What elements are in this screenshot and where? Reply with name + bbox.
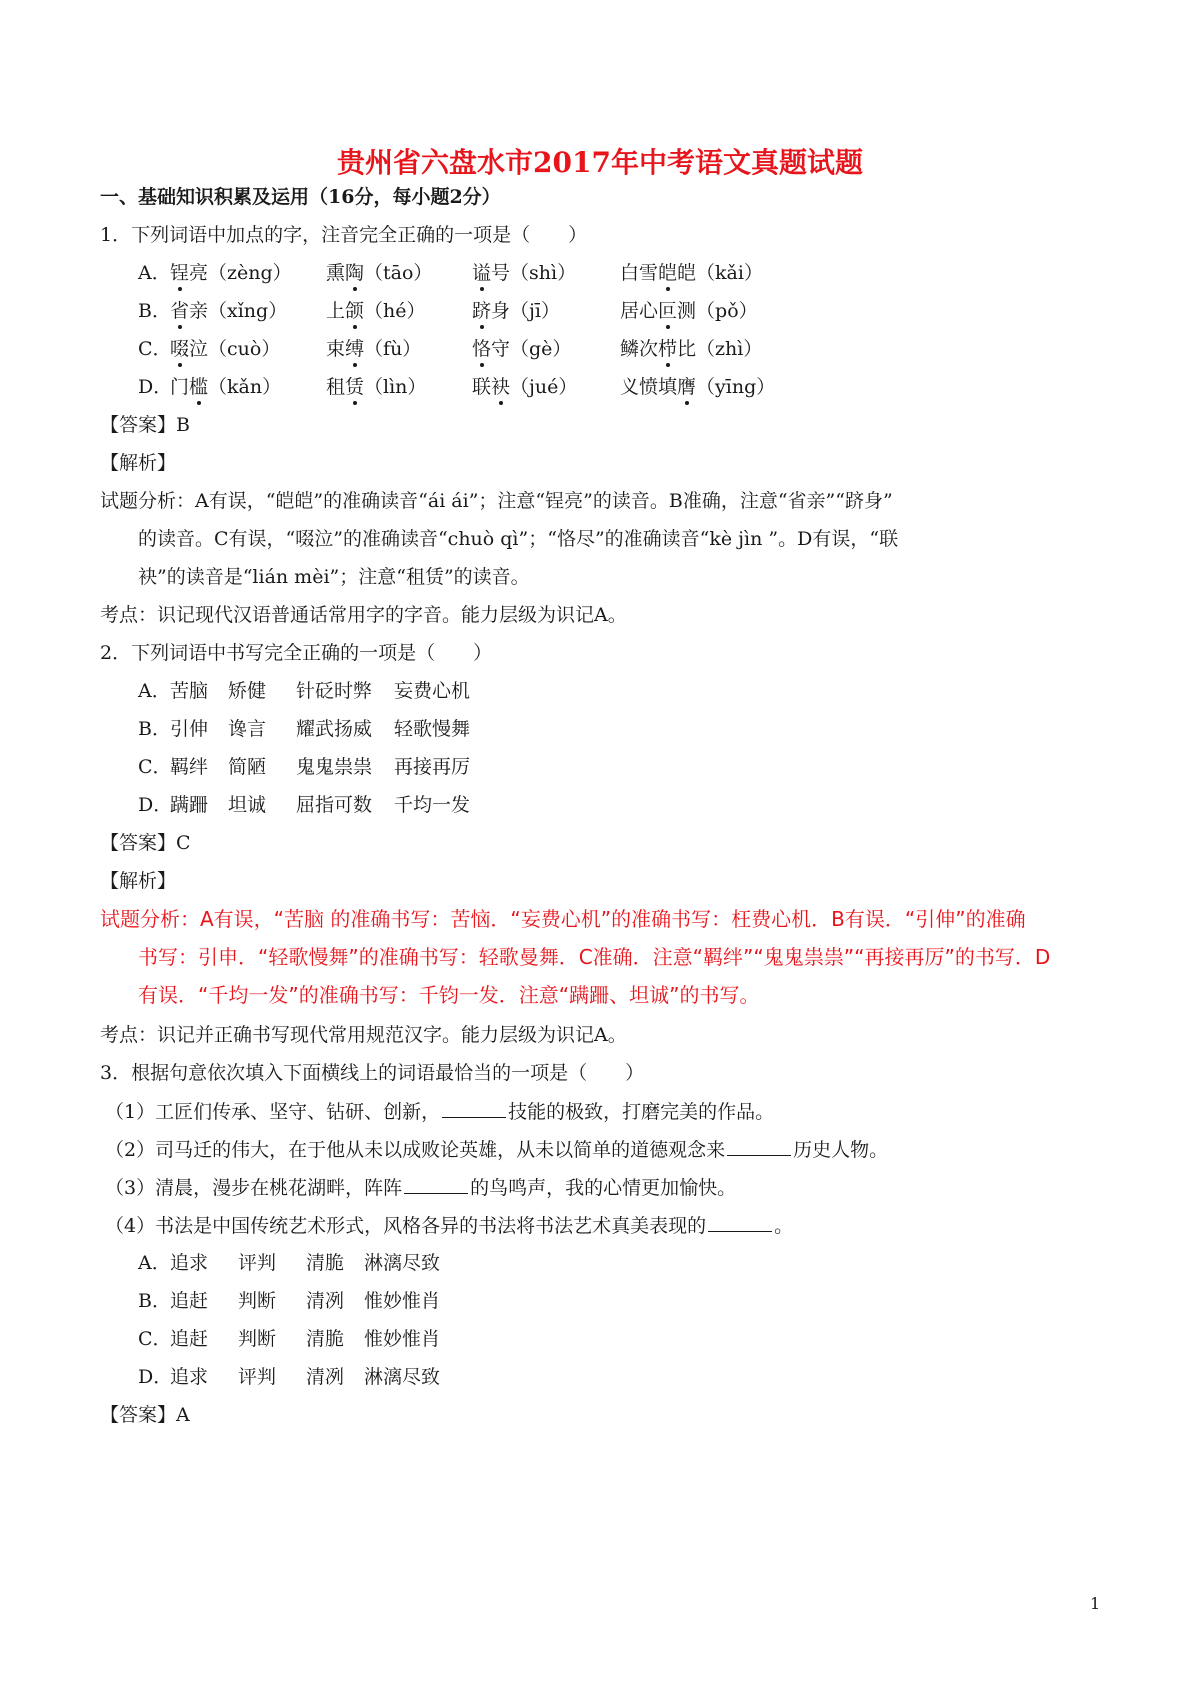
sentence-text-pre: （3）清晨，漫步在桃花湖畔，阵阵 <box>105 1177 403 1199</box>
option-item <box>472 299 560 323</box>
question-2-option-word: 坦诚 <box>228 794 267 816</box>
question-1-analysis-line: 试题分析：A有误，“皑皑”的准确读音“ái ái”；注意“锃亮”的读音。B准确，注意“省亲”“跻身” <box>100 490 893 512</box>
emphasis-dotted-char: 缚 <box>345 338 365 360</box>
question-2-option-word: 蹒跚 <box>170 794 209 816</box>
option-item <box>620 261 763 285</box>
sentence-text-post: 的鸟鸣声，我的心情更加愉快。 <box>470 1177 737 1199</box>
question-2-analysis-line: 试题分析：A有误，“苦脑 的准确书写：苦恼．“妄费心机”的准确书写：枉费心机．B有误．“引伸”的准确 <box>100 907 1026 931</box>
emphasis-dotted-char: 槛 <box>189 376 209 398</box>
emphasis-dotted-char: 锃 <box>170 262 190 284</box>
emphasis-dotted-char: 啜 <box>170 338 190 360</box>
item-text-post: 皑（kǎi） <box>677 262 763 284</box>
fill-in-blank <box>442 1099 506 1118</box>
item-text-post: 泣（cuò） <box>189 338 281 360</box>
item-text-post: 亲（xǐng） <box>189 300 288 322</box>
question-2-option-word: 引伸 <box>170 718 209 740</box>
page-title: 贵州省六盘水市2017年中考语文真题试题 <box>337 146 863 179</box>
emphasis-dotted-char: 跻 <box>472 300 492 322</box>
question-2-option-label: C． <box>138 756 172 778</box>
question-3-option-word: 清脆 <box>306 1328 345 1350</box>
item-text-post: 号（shì） <box>491 262 577 284</box>
fill-in-blank <box>727 1137 791 1156</box>
emphasis-dotted-char: 恪 <box>472 338 492 360</box>
question-3-option-word: 判断 <box>238 1290 277 1312</box>
item-text-pre: 门 <box>170 376 190 398</box>
emphasis-dotted-char: 省 <box>170 300 190 322</box>
option-label: D． <box>138 376 173 398</box>
option-item <box>170 337 280 361</box>
item-text-post: 比（zhì） <box>677 338 763 360</box>
question-3-option-word: 清脆 <box>306 1252 345 1274</box>
item-text-post: （lìn） <box>364 376 427 398</box>
sentence-text-post: 技能的极致，打磨完美的作品。 <box>508 1101 775 1123</box>
question-2-stem: 2．下列词语中书写完全正确的一项是（ ） <box>100 642 493 664</box>
question-3-sentence <box>105 1175 736 1200</box>
item-text-pre: 白雪 <box>620 262 659 284</box>
question-3-sentence <box>105 1213 793 1238</box>
question-2-option-label: A． <box>138 680 171 702</box>
question-2-kaodian: 考点：识记并正确书写现代常用规范汉字。能力层级为识记A。 <box>100 1024 627 1046</box>
emphasis-dotted-char: 赁 <box>345 376 365 398</box>
item-text-post: （kǎn） <box>208 376 282 398</box>
question-2-analysis-line: 书写：引申．“轻歌慢舞”的准确书写：轻歌曼舞．C准确．注意“羁绊”“鬼鬼祟祟”“再接再厉”的书写．D <box>138 945 1051 969</box>
option-item <box>620 337 762 361</box>
emphasis-dotted-char: 谥 <box>472 262 492 284</box>
question-3-option-word: 淋漓尽致 <box>364 1252 441 1274</box>
question-3-option-label: D． <box>138 1366 173 1388</box>
emphasis-dotted-char: 袂 <box>491 376 511 398</box>
question-2-analysis-line: 有误．“千均一发”的准确书写：千钧一发．注意“蹒跚、坦诚”的书写。 <box>138 983 760 1007</box>
question-2-option-word: 妄费心机 <box>394 680 471 702</box>
item-text-post: 守（gè） <box>491 338 572 360</box>
option-item <box>326 375 426 399</box>
question-2-option-word: 谗言 <box>228 718 267 740</box>
question-2-option-word: 针砭时弊 <box>296 680 373 702</box>
option-item <box>472 375 577 399</box>
question-3-option-word: 追求 <box>170 1366 209 1388</box>
question-3-option-word: 判断 <box>238 1328 277 1350</box>
question-3-option-label: C． <box>138 1328 172 1350</box>
item-text-post: （tāo） <box>364 262 433 284</box>
emphasis-dotted-char: 叵 <box>658 300 678 322</box>
option-label: A． <box>138 262 171 284</box>
emphasis-dotted-char: 膺 <box>677 376 697 398</box>
question-3-option-word: 评判 <box>238 1366 277 1388</box>
question-1-analysis-line: 袂”的读音是“lián mèi”；注意“租赁”的读音。 <box>138 566 530 588</box>
item-text-post: （jué） <box>510 376 578 398</box>
emphasis-dotted-char: 栉 <box>658 338 678 360</box>
question-3-stem: 3．根据句意依次填入下面横线上的词语最恰当的一项是（ ） <box>100 1062 645 1084</box>
option-label: C． <box>138 338 172 360</box>
item-text-pre: 鳞次 <box>620 338 659 360</box>
sentence-text-post: 。 <box>774 1215 794 1237</box>
question-2-option-word: 苦脑 <box>170 680 209 702</box>
item-text-pre: 联 <box>472 376 492 398</box>
sentence-text-pre: （1）工匠们传承、坚守、钻研、创新， <box>105 1101 441 1123</box>
question-2-option-word: 羁绊 <box>170 756 209 778</box>
question-2-option-word: 耀武扬威 <box>296 718 373 740</box>
item-text-post: （fù） <box>364 338 422 360</box>
option-item <box>326 299 426 323</box>
option-item <box>620 299 758 323</box>
question-3-option-word: 追赶 <box>170 1328 209 1350</box>
item-text-pre: 租 <box>326 376 346 398</box>
sentence-text-post: 历史人物。 <box>793 1139 889 1161</box>
question-3-option-word: 惟妙惟肖 <box>364 1290 441 1312</box>
option-item <box>472 337 571 361</box>
question-2-option-word: 再接再厉 <box>394 756 471 778</box>
emphasis-dotted-char: 皑 <box>658 262 678 284</box>
question-3-option-label: B． <box>138 1290 171 1312</box>
question-1-analysis-line: 的读音。C有误，“啜泣”的准确读音“chuò qì”；“恪尽”的准确读音“kè jìn ”。D有误，“联 <box>138 528 899 550</box>
sentence-text-pre: （4）书法是中国传统艺术形式，风格各异的书法将书法艺术真美表现的 <box>105 1215 707 1237</box>
option-item <box>170 261 292 285</box>
fill-in-blank <box>404 1175 468 1194</box>
item-text-pre: 义愤填 <box>620 376 678 398</box>
emphasis-dotted-char: 陶 <box>345 262 365 284</box>
option-item <box>472 261 576 285</box>
question-1-stem: 1．下列词语中加点的字，注音完全正确的一项是（ ） <box>100 224 588 246</box>
option-item <box>326 337 421 361</box>
question-2-analysis-label: 【解析】 <box>100 870 177 892</box>
question-3-option-label: A． <box>138 1252 171 1274</box>
question-2-option-word: 千均一发 <box>394 794 471 816</box>
page-number: 1 <box>1090 1594 1101 1613</box>
sentence-text-pre: （2）司马迁的伟大，在于他从未以成败论英雄，从未以简单的道德观念来 <box>105 1139 726 1161</box>
question-3-option-word: 清冽 <box>306 1366 345 1388</box>
question-2-option-label: D． <box>138 794 173 816</box>
question-3-option-word: 追求 <box>170 1252 209 1274</box>
question-2-answer: 【答案】C <box>100 832 191 854</box>
question-1-analysis-label: 【解析】 <box>100 452 177 474</box>
question-1-answer: 【答案】B <box>100 414 190 436</box>
question-2-option-word: 矫健 <box>228 680 267 702</box>
question-3-sentence <box>105 1099 774 1124</box>
question-2-option-word: 鬼鬼祟祟 <box>296 756 373 778</box>
option-item <box>170 299 287 323</box>
question-3-answer: 【答案】A <box>100 1404 190 1426</box>
item-text-pre: 居心 <box>620 300 659 322</box>
question-3-option-word: 淋漓尽致 <box>364 1366 441 1388</box>
question-2-option-word: 轻歌慢舞 <box>394 718 471 740</box>
section-heading: 一、基础知识积累及运用（16分，每小题2分） <box>100 186 501 208</box>
question-3-option-word: 追赶 <box>170 1290 209 1312</box>
item-text-post: 身（jī） <box>491 300 560 322</box>
option-item <box>326 261 432 285</box>
item-text-post: （yīng） <box>696 376 776 398</box>
item-text-pre: 熏 <box>326 262 346 284</box>
item-text-post: 测（pǒ） <box>677 300 758 322</box>
item-text-pre: 束 <box>326 338 346 360</box>
question-3-sentence <box>105 1137 888 1162</box>
question-3-option-word: 评判 <box>238 1252 277 1274</box>
question-2-option-word: 屈指可数 <box>296 794 373 816</box>
question-2-option-word: 简陋 <box>228 756 267 778</box>
question-3-option-word: 惟妙惟肖 <box>364 1328 441 1350</box>
question-1-kaodian: 考点：识记现代汉语普通话常用字的字音。能力层级为识记A。 <box>100 604 627 626</box>
fill-in-blank <box>708 1213 772 1232</box>
option-label: B． <box>138 300 171 322</box>
item-text-post: （hé） <box>364 300 426 322</box>
option-item <box>170 375 281 399</box>
item-text-post: 亮（zèng） <box>189 262 292 284</box>
item-text-pre: 上 <box>326 300 346 322</box>
question-2-option-label: B． <box>138 718 171 740</box>
emphasis-dotted-char: 颌 <box>345 300 365 322</box>
option-item <box>620 375 775 399</box>
question-3-option-word: 清冽 <box>306 1290 345 1312</box>
